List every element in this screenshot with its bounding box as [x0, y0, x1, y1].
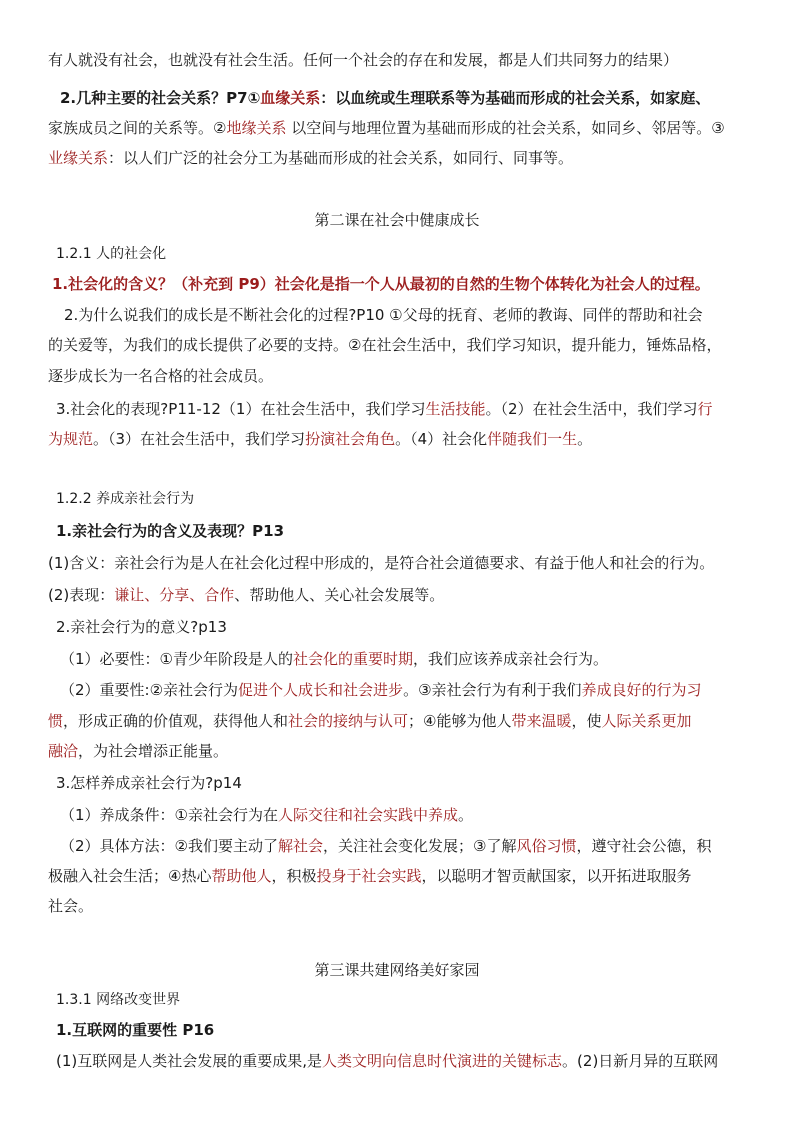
highlighted-text: 惯 — [48, 712, 64, 730]
text-segment: (2)表现： — [48, 586, 115, 604]
text-segment: 3.社会化的表现?P11-12（1）在社会生活中，我们学习 — [56, 400, 426, 418]
section-heading — [0, 210, 794, 230]
text-segment: ，我们应该养成亲社会行为。 — [413, 650, 609, 668]
text-segment: (1)互联网是人类社会发展的重要成果,是 — [56, 1052, 323, 1070]
highlighted-text: 业缘关系 — [48, 149, 109, 167]
text-segment: 。③亲社会行为有利于我们 — [403, 681, 582, 699]
text-line — [48, 148, 573, 168]
highlighted-text: 伴随我们一生 — [487, 430, 578, 448]
highlighted-text: 行 — [697, 400, 713, 418]
text-line — [48, 711, 692, 731]
highlighted-text: 扮演社会角色 — [305, 430, 396, 448]
text-segment: （2）重要性:②亲社会行为 — [60, 681, 239, 699]
text-segment: 3.怎样养成亲社会行为?p14 — [56, 774, 242, 792]
text-segment: 1.亲社会行为的含义及表现？P13 — [56, 522, 285, 540]
text-line — [48, 118, 725, 138]
text-segment: 。(2)日新月异的互联网 — [562, 1052, 719, 1070]
text-line — [56, 244, 166, 264]
text-line — [56, 990, 180, 1010]
highlighted-text: 人际关系更加 — [601, 712, 692, 730]
text-segment: 家族成员之间的关系等。② — [48, 119, 227, 137]
text-line — [48, 50, 678, 70]
highlighted-text: 为规范 — [48, 430, 94, 448]
text-segment: 1.2.2 养成亲社会行为 — [56, 491, 195, 507]
section-heading — [0, 960, 794, 980]
text-line — [60, 88, 710, 108]
text-segment: 。（3）在社会生活中，我们学习 — [93, 430, 306, 448]
text-segment: 。 — [577, 430, 593, 448]
text-segment: ，遵守社会公德，积 — [576, 837, 712, 855]
highlighted-text: 谦让、分享、合作 — [114, 586, 235, 604]
text-segment: 社会。 — [48, 897, 94, 915]
text-segment: 第二课在社会中健康成长 — [314, 211, 480, 229]
text-line — [56, 1051, 718, 1071]
highlighted-text: 血缘关系 — [260, 89, 321, 107]
text-line — [56, 399, 713, 419]
highlighted-text: 社会化的重要时期 — [293, 650, 414, 668]
text-segment: ，积极 — [271, 867, 317, 885]
text-segment: 的关爱等，为我们的成长提供了必要的支持。②在社会生活中，我们学习知识，提升能力，锤炼品格， — [48, 336, 722, 354]
text-segment: ：以血统或生理联系等为基础而形成的社会关系，如家庭、 — [320, 89, 711, 107]
text-line — [48, 866, 692, 886]
highlighted-text: 生活技能 — [425, 400, 486, 418]
text-segment: ：以人们广泛的社会分工为基础而形成的社会关系，如同行、同事等。 — [108, 149, 574, 167]
highlighted-text: 养成良好的行为习 — [581, 681, 702, 699]
text-segment: （2）具体方法：②我们要主动了 — [60, 837, 278, 855]
text-segment: 1.3.1 网络改变世界 — [56, 992, 181, 1008]
text-segment: 有人就没有社会，也就没有社会生活。任何一个社会的存在和发展，都是人们共同努力的结果） — [48, 51, 679, 69]
text-segment: 以空间与地理位置为基础而形成的社会关系，如同乡、邻居等。③ — [286, 119, 725, 137]
highlighted-text: 促进个人成长和社会进步 — [238, 681, 404, 699]
text-segment: 第三课共建网络美好家园 — [314, 961, 480, 979]
highlighted-text: 投身于社会实践 — [316, 867, 422, 885]
text-segment: ，使 — [571, 712, 602, 730]
text-segment: （1）必要性：①青少年阶段是人的 — [60, 650, 293, 668]
text-segment: 2.几种主要的社会关系？P7① — [60, 89, 261, 107]
text-line — [60, 836, 712, 856]
text-line — [56, 1020, 214, 1040]
text-segment: ，形成正确的价值观，获得他人和 — [63, 712, 289, 730]
text-line — [48, 429, 592, 449]
text-segment: （1）养成条件：①亲社会行为在 — [60, 806, 278, 824]
text-segment: 逐步成长为一名合格的社会成员。 — [48, 367, 274, 385]
text-line — [56, 521, 284, 541]
text-line — [48, 741, 228, 761]
text-line — [60, 649, 608, 669]
text-line — [48, 896, 93, 916]
text-segment: 。（2）在社会生活中，我们学习 — [485, 400, 698, 418]
highlighted-text: 1.社会化的含义？（补充到 P9）社会化是指一个人从最初的自然的生物个体转化为社会人的过程。 — [52, 275, 710, 293]
text-segment: ；④能够为他人 — [408, 712, 512, 730]
text-segment: ，以聪明才智贡献国家，以开拓进取服务 — [421, 867, 692, 885]
text-segment: 。（4）社会化 — [395, 430, 488, 448]
text-line — [48, 553, 714, 573]
text-segment: 1.互联网的重要性 P16 — [56, 1021, 215, 1039]
text-segment: 极融入社会生活；④热心 — [48, 867, 212, 885]
highlighted-text: 地缘关系 — [226, 119, 287, 137]
text-line — [56, 489, 194, 509]
text-line — [48, 366, 273, 386]
highlighted-text: 风俗习惯 — [516, 837, 577, 855]
highlighted-text: 人类文明向信息时代演进的关键标志 — [322, 1052, 563, 1070]
text-segment: 。 — [458, 806, 474, 824]
highlighted-text: 带来温暖 — [511, 712, 572, 730]
highlighted-text: 社会的接纳与认可 — [288, 712, 409, 730]
highlighted-text: 解社会 — [278, 837, 324, 855]
text-segment: ，为社会增添正能量。 — [78, 742, 229, 760]
text-segment: (1)含义：亲社会行为是人在社会化过程中形成的，是符合社会道德要求、有益于他人和社会的行为。 — [48, 554, 715, 572]
text-line — [56, 773, 242, 793]
highlighted-text: 帮助他人 — [211, 867, 272, 885]
highlighted-text: 人际交往和社会实践中养成 — [278, 806, 459, 824]
highlighted-text: 融洽 — [48, 742, 79, 760]
text-segment: 、帮助他人、关心社会发展等。 — [234, 586, 445, 604]
text-segment: 2.亲社会行为的意义?p13 — [56, 618, 227, 636]
text-line — [48, 585, 444, 605]
text-segment: ，关注社会变化发展；③了解 — [323, 837, 517, 855]
text-line — [64, 305, 703, 325]
text-segment: 2.为什么说我们的成长是不断社会化的过程?P10 ①父母的抚育、老师的教诲、同伴的帮助和社会 — [64, 306, 703, 324]
text-line — [52, 274, 710, 294]
text-line — [56, 617, 227, 637]
text-segment: 1.2.1 人的社会化 — [56, 246, 167, 262]
text-line — [60, 680, 702, 700]
text-line — [60, 805, 473, 825]
text-line — [48, 335, 721, 355]
